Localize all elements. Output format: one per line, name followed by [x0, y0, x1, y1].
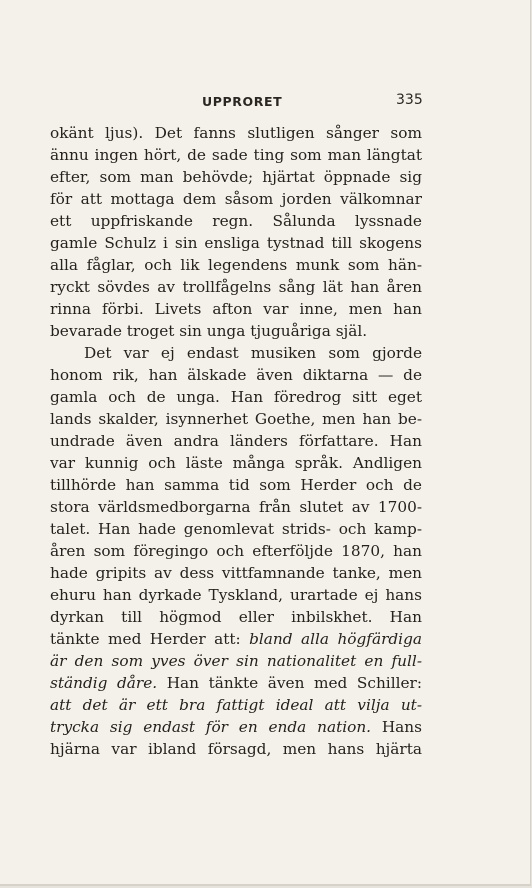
text-segment: ehuru han dyrkade Tyskland, urartade ej hans: [50, 586, 422, 604]
text-line: [50, 628, 422, 650]
text-line: [50, 716, 422, 738]
text-segment: ryckt sövdes av trollfågelns sång lät han åren: [50, 278, 422, 296]
text-line: [50, 540, 422, 562]
text-line: [50, 364, 422, 386]
text-segment: hjärna var ibland försagd, men hans hjärta: [50, 740, 422, 758]
text-line: [50, 496, 422, 518]
text-line: [50, 386, 422, 408]
text-segment: efter, som man behövde; hjärtat öppnade sig: [50, 168, 422, 186]
text-line: [50, 474, 422, 496]
text-line: [50, 276, 422, 298]
italic-text-segment: att det är ett bra fattigt ideal att vilja ut-: [50, 696, 422, 714]
text-line: [50, 694, 422, 716]
italic-text-segment: ständig dåre.: [50, 674, 158, 692]
page-header: [0, 92, 530, 112]
text-segment: undrade även andra länders författare. Han: [50, 432, 422, 450]
body-text: [50, 122, 422, 760]
text-segment: hade gripits av dess vittfamnande tanke, men: [50, 564, 422, 582]
text-segment: gamla och de unga. Han föredrog sitt eget: [50, 388, 422, 406]
italic-text-segment: bland alla högfärdiga: [249, 630, 422, 648]
text-line: [50, 254, 422, 276]
text-line: [50, 122, 422, 144]
italic-text-segment: trycka sig endast för en enda nation.: [50, 718, 372, 736]
text-segment: åren som föregingo och efterföljde 1870, han: [50, 542, 422, 560]
text-segment: bevarade troget sin unga tjuguåriga själ.: [50, 322, 368, 340]
text-line: [50, 584, 422, 606]
text-line: [50, 738, 422, 760]
text-line: [50, 188, 422, 210]
text-segment: ännu ingen hört, de sade ting som man längtat: [50, 146, 422, 164]
text-line: [50, 518, 422, 540]
text-segment: honom rik, han älskade även diktarna — de: [50, 366, 422, 384]
text-line: [50, 232, 422, 254]
text-segment: Det var ej endast musiken som gjorde: [84, 344, 422, 362]
text-line: [50, 166, 422, 188]
page-number: 335: [396, 92, 423, 108]
text-segment: tänkte med Herder att:: [50, 630, 250, 648]
text-line: [50, 320, 422, 342]
text-segment: alla fåglar, och lik legendens munk som hän-: [50, 256, 422, 274]
text-line: [50, 606, 422, 628]
text-line: [50, 298, 422, 320]
text-segment: talet. Han hade genomlevat strids- och kamp-: [50, 520, 422, 538]
text-segment: för att mottaga dem såsom jorden välkomnar: [50, 190, 422, 208]
text-segment: lands skalder, isynnerhet Goethe, men han be-: [50, 410, 422, 428]
text-segment: okänt ljus). Det fanns slutligen sånger som: [50, 124, 422, 142]
text-line: [50, 144, 422, 166]
text-line: [50, 562, 422, 584]
text-segment: stora världsmedborgarna från slutet av 1700-: [50, 498, 422, 516]
text-line: [50, 342, 422, 364]
text-segment: var kunnig och läste många språk. Andligen: [50, 454, 422, 472]
text-segment: dyrkan till högmod eller inbilskhet. Han: [50, 608, 422, 626]
text-segment: ett uppfriskande regn. Sålunda lyssnade: [50, 212, 422, 230]
text-segment: tillhörde han samma tid som Herder och de: [50, 476, 422, 494]
text-line: [50, 210, 422, 232]
text-line: [50, 672, 422, 694]
text-line: [50, 408, 422, 430]
text-segment: rinna förbi. Livets afton var inne, men han: [50, 300, 422, 318]
italic-text-segment: är den som yves över sin nationalitet en full-: [50, 652, 422, 670]
text-line: [50, 650, 422, 672]
text-segment: Hans: [371, 718, 422, 736]
running-head: UPPRORET: [202, 94, 283, 109]
text-line: [50, 452, 422, 474]
text-segment: gamle Schulz i sin ensliga tystnad till skogens: [50, 234, 422, 252]
text-segment: Han tänkte även med Schiller:: [157, 674, 422, 692]
text-line: [50, 430, 422, 452]
